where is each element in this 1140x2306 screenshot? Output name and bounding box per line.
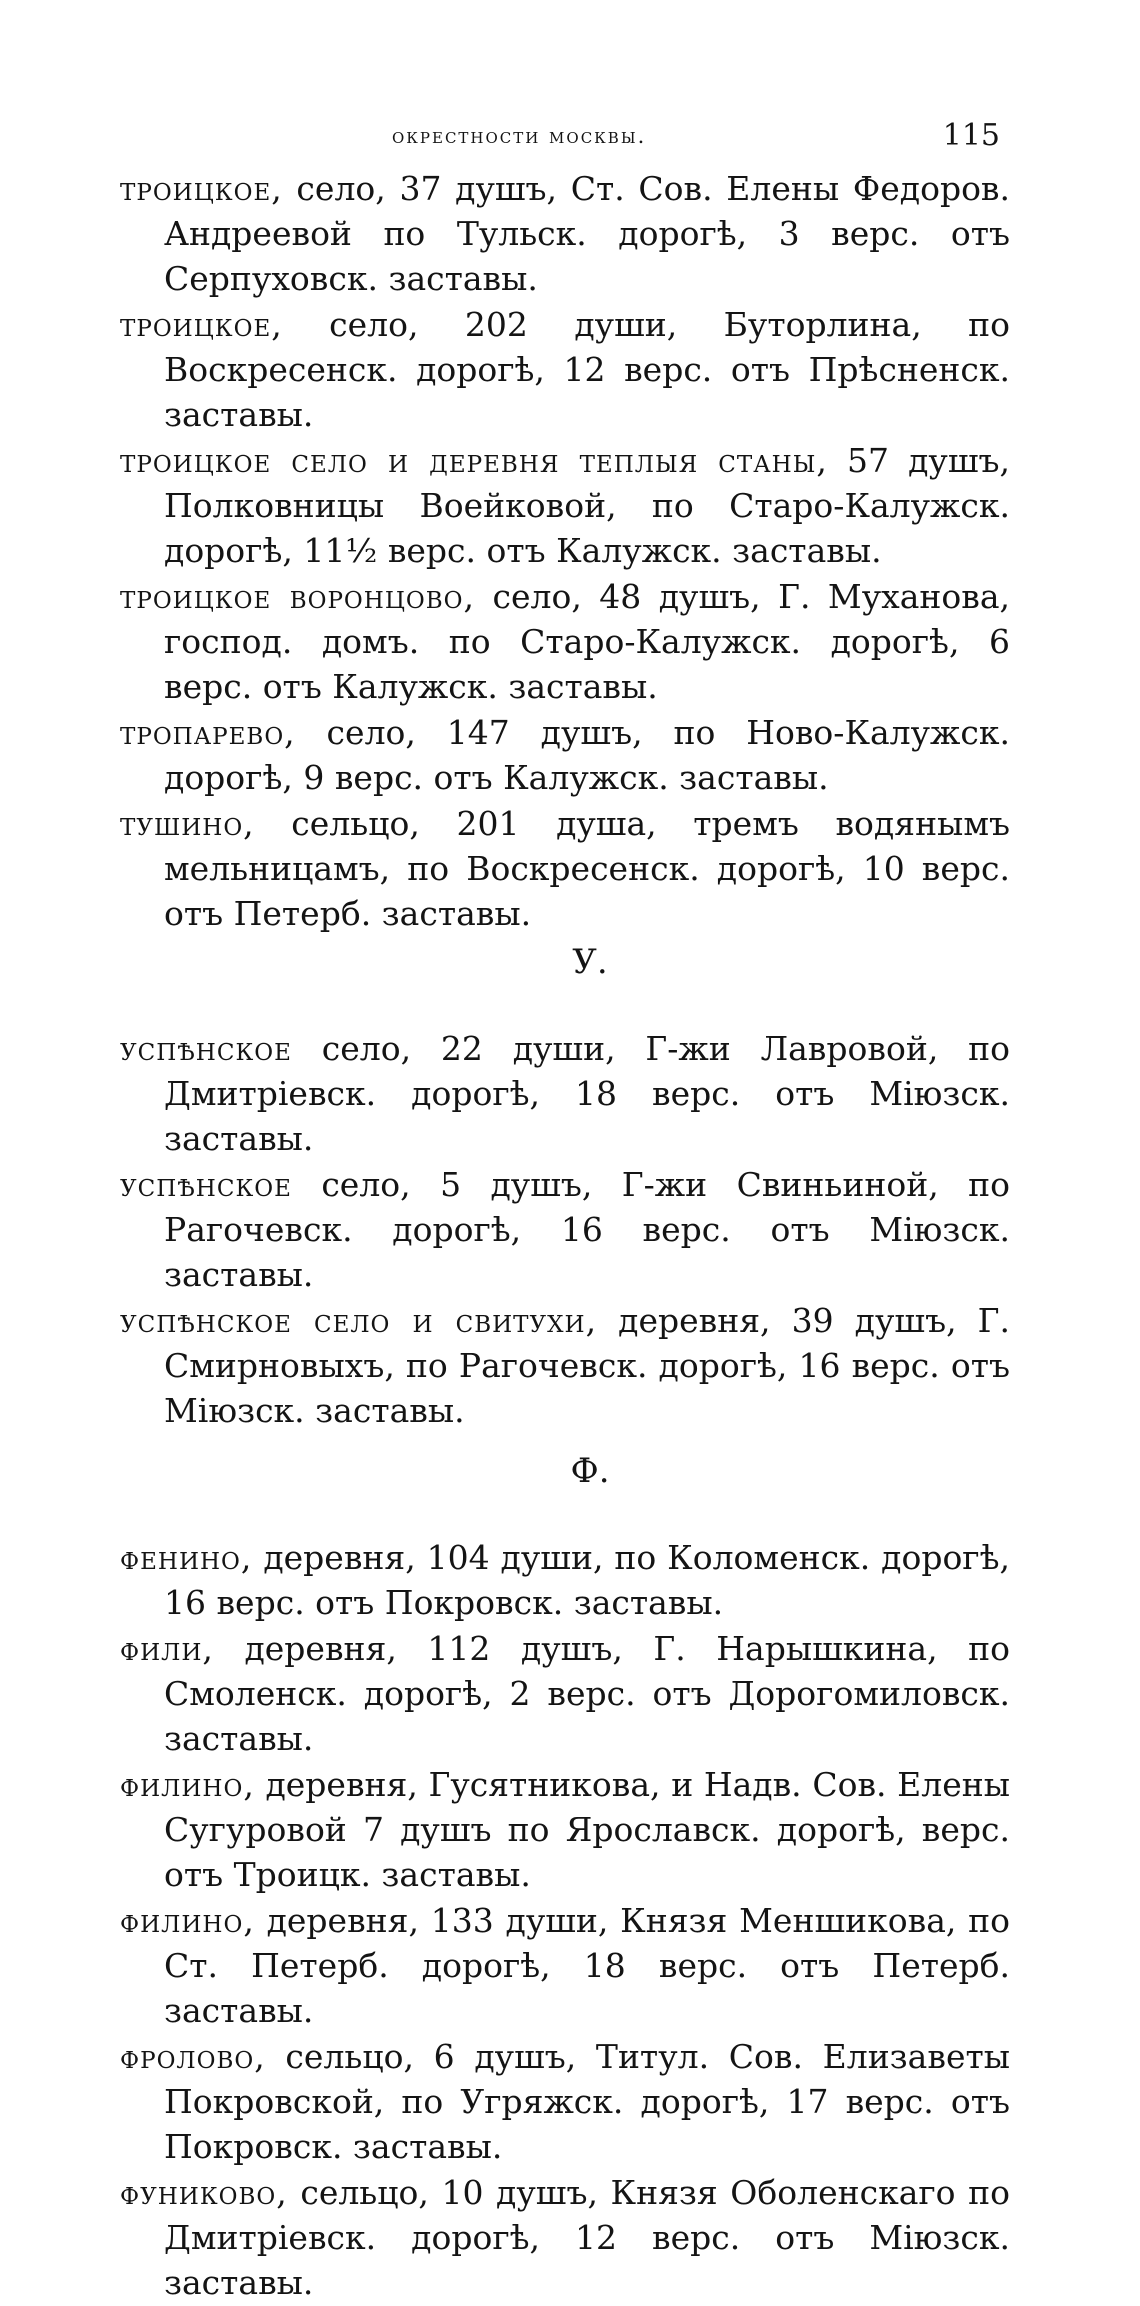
- section-letter-u: У.: [572, 942, 608, 982]
- entry-headword: фенино,: [120, 1538, 253, 1577]
- entry-headword: успѣнское: [120, 1165, 292, 1204]
- gazetteer-entry: [120, 1762, 1010, 1897]
- entry-text: село, 147 душъ, по Ново-Калужск. дорогѣ, 9 верс. отъ Калужск. заставы.: [164, 713, 1010, 797]
- entry-headword: фролово,: [120, 2037, 266, 2076]
- entry-headword: филино,: [120, 1765, 255, 1804]
- gazetteer-entry: [120, 1626, 1010, 1761]
- entry-headword: фуниково,: [120, 2173, 288, 2212]
- gazetteer-entry: [120, 710, 1010, 800]
- entry-text: деревня, Гусятникова, и Надв. Сов. Елены Сугуровой 7 душъ по Ярославск. дорогѣ, верс. отъ Троицк. заставы.: [164, 1765, 1010, 1894]
- gazetteer-entry: [120, 574, 1010, 709]
- gazetteer-entry: [120, 2034, 1010, 2169]
- entry-text: деревня, 112 душъ, Г. Нарышкина, по Смоленск. дорогѣ, 2 верс. отъ Дорогомиловск. заставы.: [164, 1629, 1010, 1758]
- gazetteer-entry: [120, 166, 1010, 301]
- entries-section-u: [120, 1026, 1010, 1433]
- gazetteer-entry: [120, 438, 1010, 573]
- running-head: [120, 112, 1010, 160]
- entry-text: село, 37 душъ, Ст. Сов. Елены Федоров. Андреевой по Тульск. дорогѣ, 3 верс. отъ Серпуховск. заставы.: [164, 169, 1010, 298]
- gazetteer-entry: [120, 2170, 1010, 2305]
- entry-headword: успѣнское: [120, 1029, 292, 1068]
- entry-headword: успѣнское село и свитухи,: [120, 1301, 598, 1340]
- entry-text: деревня, 39 душъ, Г. Смирновыхъ, по Рагочевск. дорогѣ, 16 верс. отъ Міюзск. заставы.: [164, 1301, 1010, 1430]
- entry-headword: троицкое воронцово,: [120, 577, 476, 616]
- entries-section-f: [120, 1535, 1010, 2305]
- entry-text: 57 душъ, Полковницы Воейковой, по Старо-Калужск. дорогѣ, 11½ верс. отъ Калужск. заставы.: [164, 441, 1010, 570]
- gazetteer-entry: [120, 302, 1010, 437]
- entry-text: село, 5 душъ, Г-жи Свиньиной, по Рагочевск. дорогѣ, 16 верс. отъ Міюзск. заставы.: [164, 1165, 1010, 1294]
- entry-text: деревня, 104 души, по Коломенск. дорогѣ, 16 верс. отъ Покровск. заставы.: [164, 1538, 1010, 1622]
- page-number: 115: [942, 118, 1000, 153]
- entry-headword: фили,: [120, 1629, 214, 1668]
- entry-headword: троицкое,: [120, 305, 283, 344]
- gazetteer-entry: [120, 1535, 1010, 1625]
- entries-section-1: [120, 166, 1010, 936]
- entry-headword: тропарево,: [120, 713, 296, 752]
- gazetteer-entry: [120, 1298, 1010, 1433]
- entry-text: село, 22 души, Г-жи Лавровой, по Дмитріевск. дорогѣ, 18 верс. отъ Міюзск. заставы.: [164, 1029, 1010, 1158]
- entry-headword: тушино,: [120, 804, 255, 843]
- running-title: окрестности москвы.: [392, 124, 647, 148]
- entry-text: сельцо, 6 душъ, Титул. Сов. Елизаветы Покровской, по Угряжск. дорогѣ, 17 верс. отъ Покровск. заставы.: [164, 2037, 1010, 2166]
- gazetteer-entry: [120, 1898, 1010, 2033]
- entry-headword: троицкое село и деревня теплыя станы,: [120, 441, 828, 480]
- entry-text: село, 202 души, Буторлина, по Воскресенск. дорогѣ, 12 верс. отъ Прѣсненск. заставы.: [164, 305, 1010, 434]
- entry-headword: филино,: [120, 1901, 255, 1940]
- gazetteer-entry: [120, 1026, 1010, 1161]
- gazetteer-entry: [120, 1162, 1010, 1297]
- entry-text: сельцо, 201 душа, тремъ водянымъ мельницамъ, по Воскресенск. дорогѣ, 10 верс. отъ Петерб. заставы.: [164, 804, 1010, 933]
- entry-text: деревня, 133 души, Князя Меншикова, по Ст. Петерб. дорогѣ, 18 верс. отъ Петерб. заставы.: [164, 1901, 1010, 2030]
- gazetteer-entry: [120, 801, 1010, 936]
- entry-text: сельцо, 10 душъ, Князя Оболенскаго по Дмитріевск. дорогѣ, 12 верс. отъ Міюзск. заставы.: [164, 2173, 1010, 2302]
- entry-text: село, 48 душъ, Г. Муханова, господ. домъ. по Старо-Калужск. дорогѣ, 6 верс. отъ Калужск. заставы.: [164, 577, 1011, 706]
- book-page: [120, 112, 1010, 2306]
- section-letter-f: Ф.: [570, 1451, 610, 1491]
- entry-headword: троицкое,: [120, 169, 283, 208]
